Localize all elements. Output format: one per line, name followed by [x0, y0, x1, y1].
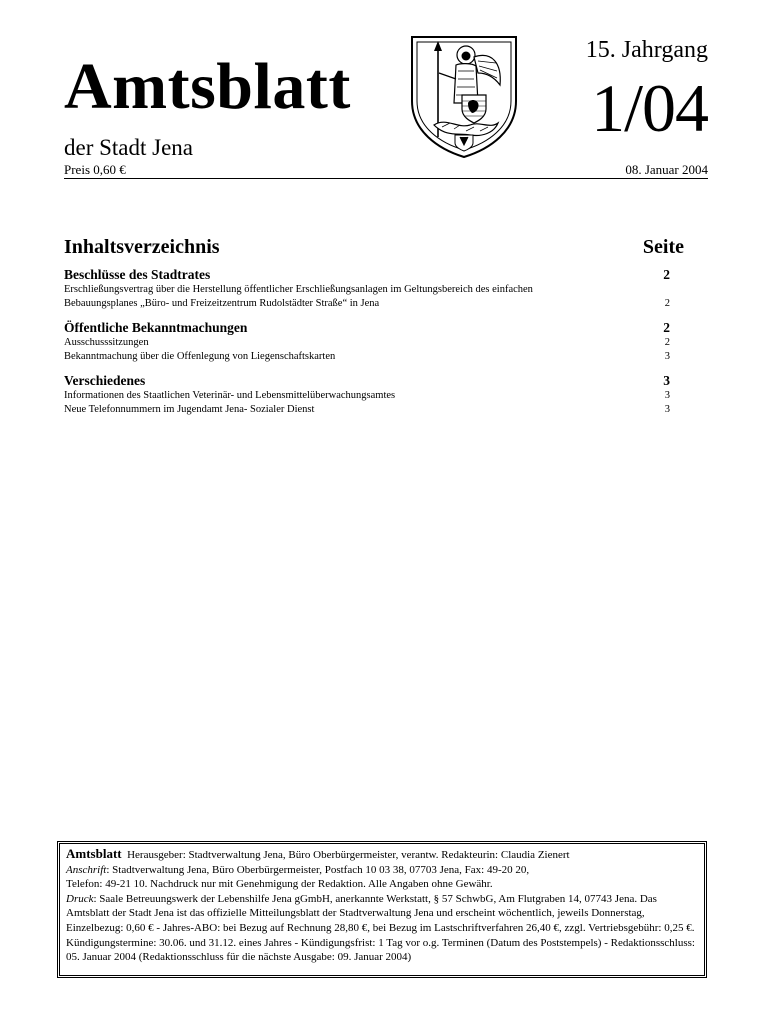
imprint-publisher: Herausgeber: Stadtverwaltung Jena, Büro Oberbürgermeister, verantw. Redakteurin: Claudia Zienert — [127, 849, 570, 861]
toc-section-header — [64, 267, 670, 283]
toc-heading: Inhaltsverzeichnis — [64, 236, 220, 258]
issue-number: 1/04 — [591, 70, 708, 146]
imprint-address-label: Anschrift — [66, 863, 107, 876]
toc-entry-page: 3 — [664, 403, 670, 415]
imprint-brand: Amtsblatt — [66, 846, 122, 861]
toc-section-page: 2 — [663, 320, 670, 335]
price-label: Preis 0,60 € — [64, 162, 126, 177]
toc-section-page: 2 — [663, 267, 670, 282]
toc-section-beschluesse — [64, 267, 670, 310]
toc-section-header — [64, 320, 670, 336]
toc-section-title: Verschiedenes — [64, 373, 146, 388]
toc-entry — [64, 336, 670, 350]
toc-entry-text: Informationen des Staatlichen Veterinär- und Lebensmittelüberwachungsamtes — [64, 390, 396, 401]
toc-section-title: Beschlüsse des Stadtrates — [64, 267, 211, 282]
toc-section-page: 3 — [663, 373, 670, 388]
imprint-address: : Stadtverwaltung Jena, Büro Oberbürgermeister, Postfach 10 03 38, 07703 Jena, Fax: 49-20 20, — [106, 863, 530, 876]
imprint-box — [57, 841, 707, 978]
toc-entry — [64, 283, 670, 310]
imprint-phone: Telefon: 49-21 10. Nachdruck nur mit Genehmigung der Redaktion. Alle Angaben ohne Gewähr. — [66, 878, 493, 891]
toc-entry-text: Erschließungsvertrag über die Herstellung öffentlicher Erschließungsanlagen im Geltungsbereich des einfachen Bebauungsplanes „Büro- und Freizeitzentrum Rudolstädter Straße“ in Jena — [64, 284, 533, 309]
toc-section-bekanntmachungen — [64, 320, 670, 363]
imprint-print-text: : Saale Betreuungswerk der Lebenshilfe Jena gGmbH, anerkannte Werkstatt, § 57 SchwbG, Am Flutgraben 14, 07743 Jena. Das Amtsblatt der Stadt Jena ist das offizielle Mitteilungsblatt der Stadtverwaltung Jena und erscheint wöchentlich, jeweils Donnerstag, Einzelbezug: 0,60 € - Jahres-ABO: bei Bezug auf Rechnung 28,80 €, bei Bezug im Lastschriftverfahren 26,40 €, zzgl. Vertriebsgebühr: 0,25 €. Kündigungstermine: 30.06. und 31.12. eines Jahres - Kündigungsfrist: 1 Tag vor o.g. Terminen (Datum des Poststempels) - Redaktionsschluss: 05. Januar 2004 (Redaktionsschluss für die nächste Ausgabe: 09. Januar 2004) — [66, 892, 695, 964]
toc-section-verschiedenes — [64, 373, 670, 416]
toc-entry-text: Ausschusssitzungen — [64, 337, 149, 348]
toc-entry-text: Bekanntmachung über die Offenlegung von Liegenschaftskarten — [64, 350, 336, 362]
imprint-publisher-line — [66, 847, 698, 863]
toc-page-heading: Seite — [642, 236, 684, 258]
coat-of-arms-icon — [408, 33, 520, 159]
toc-entry — [64, 403, 670, 417]
issue-date: 08. Januar 2004 — [625, 162, 708, 177]
masthead-rule — [64, 178, 708, 179]
toc-section-header — [64, 373, 670, 389]
imprint-address-line — [66, 863, 698, 878]
toc-section-title: Öffentliche Bekanntmachungen — [64, 320, 248, 335]
toc-entry-page: 2 — [664, 297, 670, 309]
toc-entry-page: 2 — [664, 337, 670, 348]
toc-entry-page: 3 — [664, 350, 670, 362]
imprint-print-line — [66, 892, 698, 965]
masthead-title: Amtsblatt — [64, 50, 351, 123]
imprint-print-label: Druck — [66, 892, 94, 905]
toc-entry-page: 3 — [664, 390, 670, 401]
toc-entry — [64, 350, 670, 364]
masthead-subtitle: der Stadt Jena — [64, 135, 194, 160]
table-of-contents — [64, 267, 670, 426]
toc-entry-text: Neue Telefonnummern im Jugendamt Jena- Sozialer Dienst — [64, 403, 315, 415]
volume-label: 15. Jahrgang — [585, 37, 708, 63]
toc-entry — [64, 389, 670, 403]
